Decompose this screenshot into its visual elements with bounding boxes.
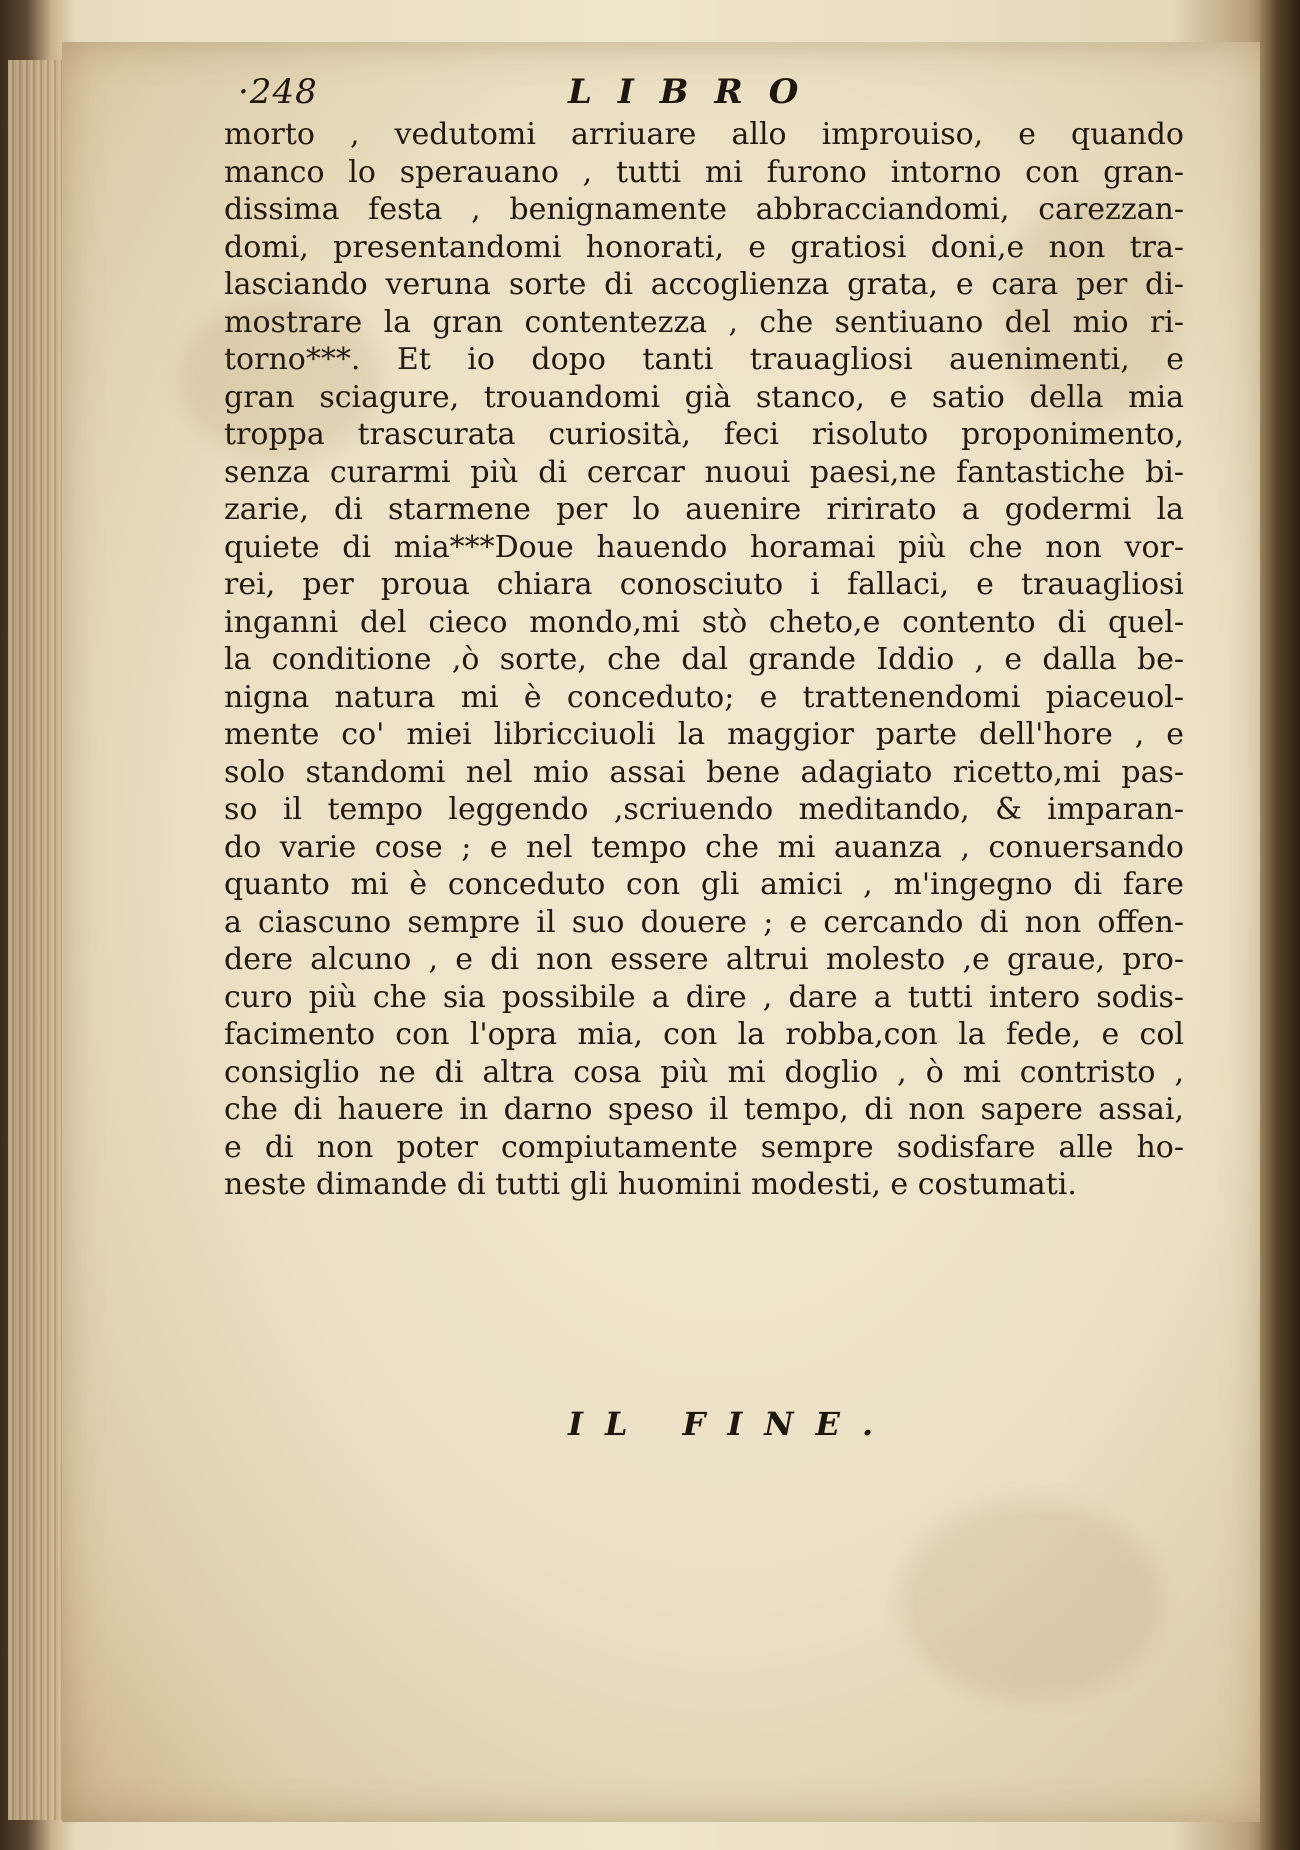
text-line: solo standomi nel mio assai bene adagiato ricetto,mi pas-	[224, 754, 1184, 790]
text-line: la conditione ,ò sorte, che dal grande Iddio , e dalla be-	[224, 642, 1184, 677]
text-line: e di non poter compiutamente sempre sodisfare alle ho-	[224, 1129, 1184, 1165]
binding-edge	[1260, 0, 1300, 1850]
text-line: che di hauere in darno speso il tempo, di non sapere assai,	[224, 1092, 1184, 1127]
text-line: torno***. Et io dopo tanti trauagliosi auenimenti, e	[224, 342, 1184, 377]
text-line: rei, per proua chiara conosciuto i fallaci, e trauagliosi	[224, 567, 1184, 602]
text-line: so il tempo leggendo ,scriuendo meditando, & imparan-	[224, 792, 1184, 827]
page-header	[238, 72, 838, 122]
text-line: dere alcuno , e di non essere altrui molesto ,e graue, pro-	[224, 942, 1184, 977]
text-line: senza curarmi più di cercar nuoui paesi,ne fantastiche bi-	[224, 454, 1184, 490]
running-head: LIBRO	[568, 72, 825, 112]
text-line: lasciando veruna sorte di accoglienza grata, e cara per di-	[224, 267, 1184, 302]
text-line: mente co' miei libricciuoli la maggior parte dell'hore , e	[224, 717, 1184, 752]
text-line: consiglio ne di altra cosa più mi doglio , ò mi contristo ,	[224, 1054, 1184, 1090]
text-line: morto , vedutomi arriuare allo improuiso, e quando	[224, 117, 1184, 152]
text-line: gran sciagure, trouandomi già stanco, e satio della mia	[224, 379, 1184, 415]
text-line: domi, presentandomi honorati, e gratiosi doni,e non tra-	[224, 229, 1184, 265]
text-line: nigna natura mi è conceduto; e trattenendomi piaceuol-	[224, 679, 1184, 715]
text-line: do varie cose ; e nel tempo che mi auanza , conuersando	[224, 829, 1184, 865]
show-through-text	[230, 1255, 1190, 1775]
text-line: quiete di mia***Doue hauendo horamai più che non vor-	[224, 529, 1184, 565]
text-line: a ciascuno sempre il suo douere ; e cercando di non offen-	[224, 904, 1184, 940]
text-line: neste dimande di tutti gli huomini modesti, e costumati.	[224, 1167, 1077, 1202]
text-line: quanto mi è conceduto con gli amici , m'ingegno di fare	[224, 867, 1184, 902]
text-line: mostrare la gran contentezza , che sentiuano del mio ri-	[224, 304, 1184, 340]
text-line: inganni del cieco mondo,mi stò cheto,e contento di quel-	[224, 604, 1184, 640]
body-text	[224, 116, 1184, 1204]
text-line: zarie, di starmene per lo auenire ririrato a godermi la	[224, 492, 1184, 527]
colophon: IL FINE.	[568, 1405, 896, 1443]
text-line: troppa trascurata curiosità, feci risoluto proponimento,	[224, 417, 1184, 452]
text-line: dissima festa , benignamente abbracciandomi, carezzan-	[224, 192, 1184, 227]
page-number: ·248	[238, 72, 318, 112]
text-line: curo più che sia possibile a dire , dare a tutti intero sodis-	[224, 979, 1184, 1015]
text-line: manco lo sperauano , tutti mi furono intorno con gran-	[224, 154, 1184, 190]
text-line: facimento con l'opra mia, con la robba,con la fede, e col	[224, 1017, 1184, 1052]
